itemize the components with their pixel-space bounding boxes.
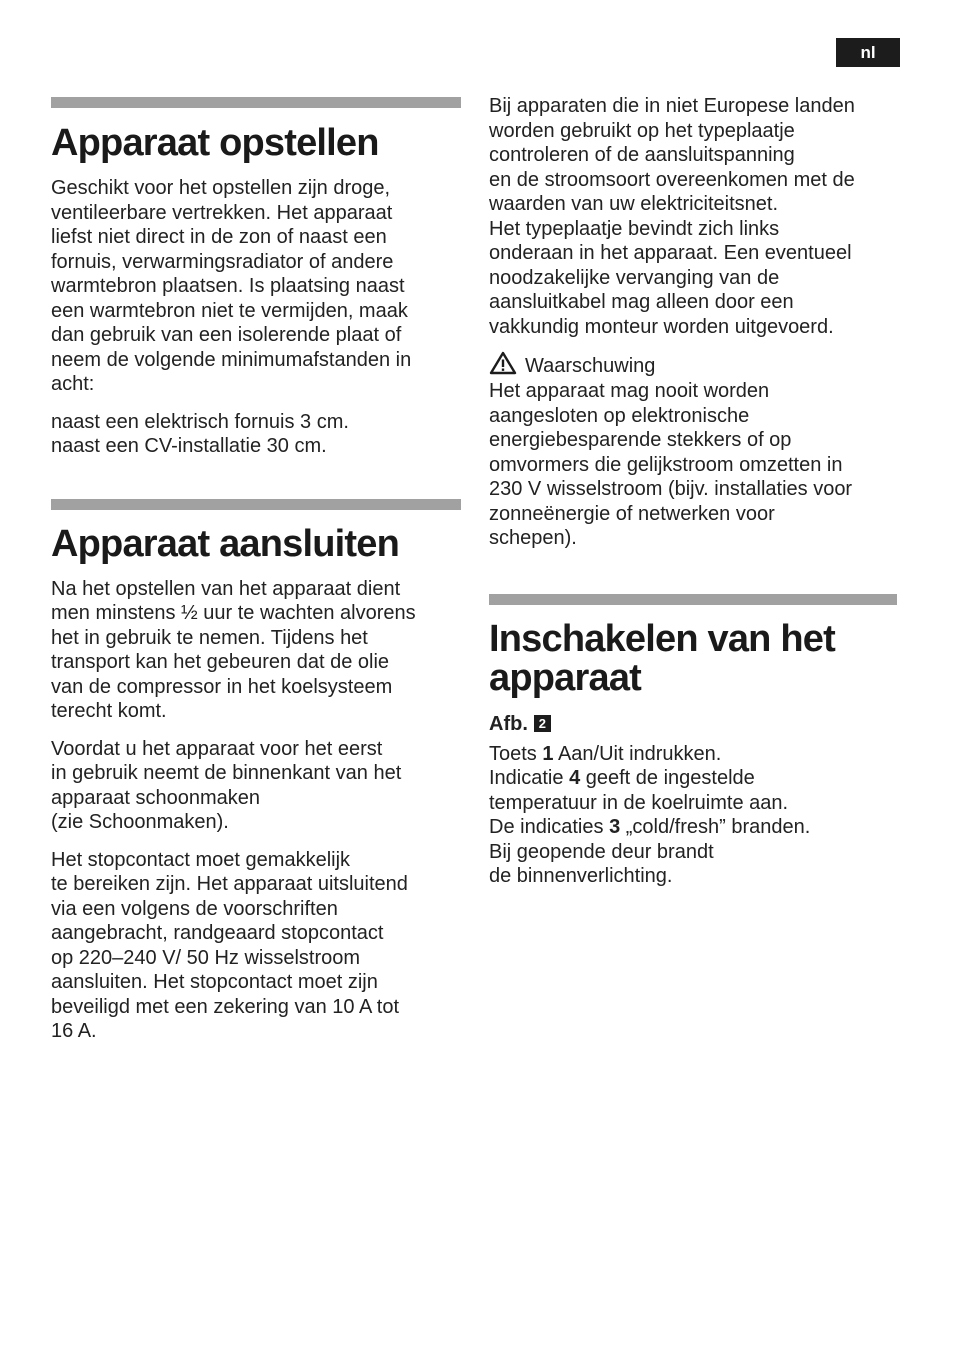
text-line: Het stopcontact moet gemakkelijk: [51, 848, 351, 871]
text-line: Na het opstellen van het apparaat dient: [51, 577, 401, 600]
text-line: worden gebruikt op het typeplaatje: [489, 119, 795, 142]
text-line: 230 V wisselstroom (bijv. installaties voor: [489, 478, 853, 500]
button-number: 1: [542, 742, 554, 765]
text-line: naast een elektrisch fornuis 3 cm.: [51, 410, 349, 433]
text-line: [489, 766, 901, 791]
right-column: [489, 94, 901, 889]
indicator-number: 4: [569, 767, 581, 789]
text-line: vakkundig monteur worden uitgevoerd.: [489, 315, 834, 338]
text-line: onderaan in het apparaat. Een eventueel: [489, 242, 852, 264]
text-line: men minstens ½ uur te wachten alvorens: [51, 602, 416, 624]
text-line: controleren of de aansluitspanning: [489, 144, 795, 166]
text-line: acht:: [51, 373, 95, 395]
section-inschakelen: [489, 594, 901, 889]
text-line: te bereiken zijn. Het apparaat uitsluitend: [51, 873, 408, 895]
section-title: Apparaat aansluiten: [51, 522, 400, 565]
text-line: het in gebruik te nemen. Tijdens het: [51, 626, 368, 649]
text-fragment: Indicatie: [489, 767, 570, 789]
paragraph: [51, 176, 461, 397]
text-line: zonneënergie of netwerken voor: [489, 502, 775, 525]
text-line: naast een CV-installatie 30 cm.: [51, 435, 327, 457]
text-line: transport kan het gebeuren dat de olie: [51, 651, 390, 673]
section-apparaat-opstellen: [51, 97, 461, 459]
text-line: energiebesparende stekkers of op: [489, 429, 792, 451]
text-line: beveiligd met een zekering van 10 A tot: [51, 995, 400, 1018]
paragraph: [51, 737, 461, 835]
section-apparaat-aansluiten: [51, 499, 461, 1044]
section-title: [489, 617, 901, 699]
text-line: aansluitkabel mag alleen door een: [489, 291, 794, 313]
warning-heading: [489, 353, 901, 379]
text-fragment: Aan/Uit indrukken.: [553, 742, 722, 765]
text-line: van de compressor in het koelsysteem: [51, 675, 393, 698]
text-line: [489, 815, 901, 840]
text-line: in gebruik neemt de binnenkant van het: [51, 762, 402, 784]
text-line: fornuis, verwarmingsradiator of andere: [51, 250, 394, 273]
text-line: via een volgens de voorschriften: [51, 897, 338, 920]
section-rule: [489, 594, 897, 605]
figure-number-badge: 2: [534, 715, 551, 732]
text-line: en de stroomsoort overeenkomen met de: [489, 168, 855, 191]
text-line: aangebracht, randgeaard stopcontact: [51, 922, 384, 944]
paragraph: [489, 742, 901, 889]
text-line: aangesloten op elektronische: [489, 404, 750, 427]
text-line: neem de volgende minimumafstanden in: [51, 348, 412, 371]
text-line: warmtebron plaatsen. Is plaatsing naast: [51, 275, 405, 297]
warning-block: [489, 353, 901, 551]
text-line: omvormers die gelijkstroom omzetten in: [489, 453, 843, 476]
text-line: ventileerbare vertrekken. Het apparaat: [51, 201, 393, 224]
text-line: Bij geopende deur brandt: [489, 840, 714, 863]
text-line: liefst niet direct in de zon of naast een: [51, 226, 387, 248]
paragraph: [51, 848, 461, 1044]
text-line: 16 A.: [51, 1020, 97, 1042]
text-line: schepen).: [489, 527, 577, 549]
text-fragment: Toets: [489, 742, 543, 765]
text-line: Het apparaat mag nooit worden: [489, 380, 770, 402]
paragraph: [51, 577, 461, 724]
section-rule: [51, 97, 461, 108]
section-rule: [51, 499, 461, 510]
figure-label: Afb.: [489, 712, 528, 735]
left-column: [51, 97, 461, 1044]
text-line: waarden van uw elektriciteitsnet.: [489, 193, 779, 215]
text-line: noodzakelijke vervanging van de: [489, 266, 780, 289]
text-line: apparaat schoonmaken: [51, 786, 261, 809]
text-line: een warmtebron niet te vermijden, maak: [51, 299, 408, 322]
text-line: aansluiten. Het stopcontact moet zijn: [51, 971, 378, 993]
text-line: Voordat u het apparaat voor het eerst: [51, 737, 383, 760]
text-fragment: De indicaties: [489, 816, 610, 838]
warning-label: Waarschuwing: [525, 355, 656, 377]
text-line: (zie Schoonmaken).: [51, 811, 229, 833]
warning-triangle-icon: [489, 351, 517, 381]
title-line: Inschakelen van het: [489, 617, 835, 660]
section-title: Apparaat opstellen: [51, 122, 379, 164]
text-line: terecht komt.: [51, 700, 167, 722]
language-badge: nl: [836, 38, 900, 67]
text-line: dan gebruik van een isolerende plaat of: [51, 324, 402, 346]
text-line: Het typeplaatje bevindt zich links: [489, 217, 780, 240]
text-line: temperatuur in de koelruimte aan.: [489, 791, 789, 814]
text-fragment: geeft de ingestelde: [580, 767, 755, 789]
text-fragment: „cold/fresh” branden.: [620, 816, 811, 838]
figure-reference: [489, 712, 901, 736]
text-line: op 220–240 V/ 50 Hz wisselstroom: [51, 946, 361, 969]
text-line: [489, 742, 901, 767]
text-line: Bij apparaten die in niet Europese landen: [489, 95, 855, 117]
indicator-number: 3: [609, 816, 621, 838]
warning-text: [489, 379, 901, 551]
title-line: apparaat: [489, 656, 642, 699]
text-line: de binnenverlichting.: [489, 865, 673, 887]
paragraph: [489, 94, 901, 339]
paragraph: [51, 410, 461, 459]
text-line: Geschikt voor het opstellen zijn droge,: [51, 177, 391, 199]
